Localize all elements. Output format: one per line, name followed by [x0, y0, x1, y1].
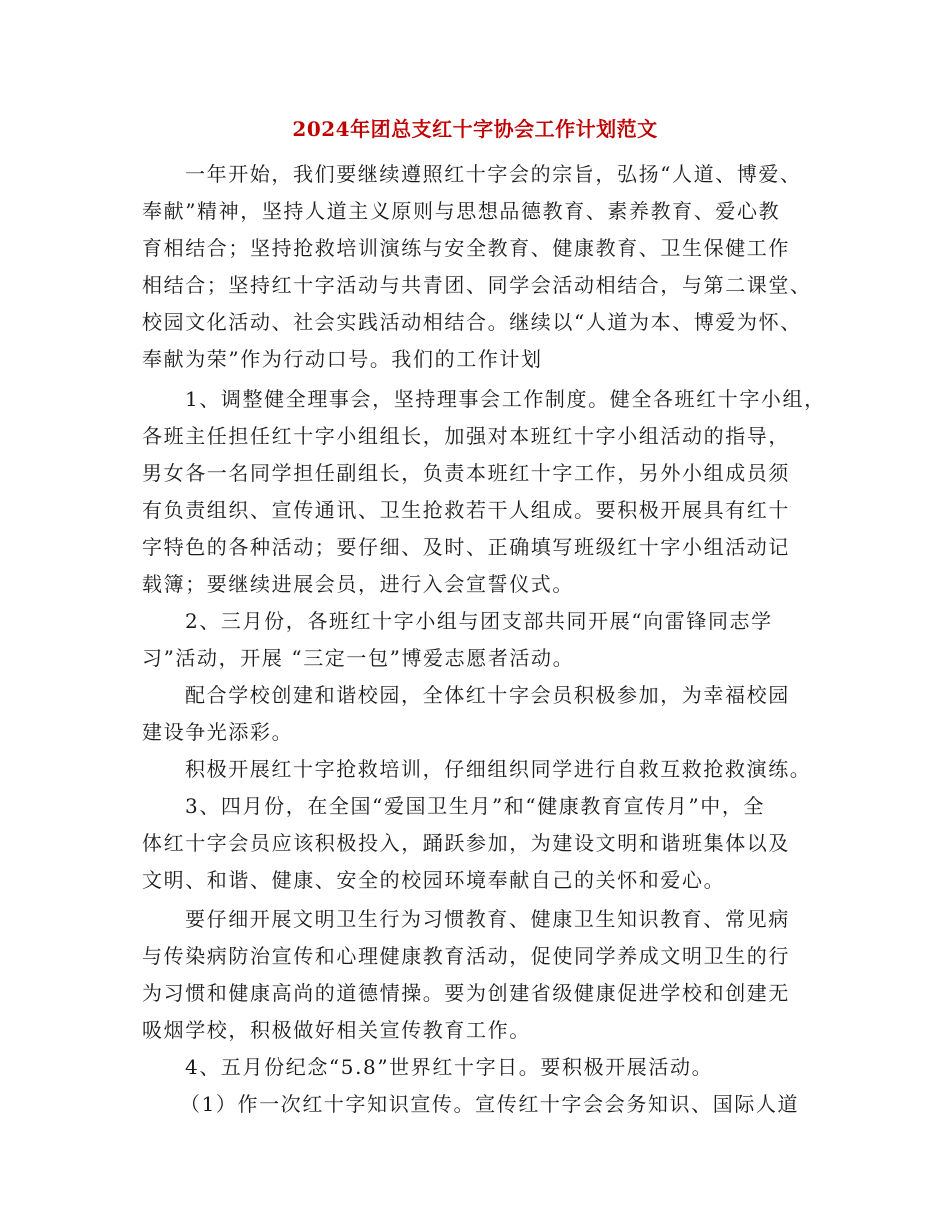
text-line: 积极开展红十字抢救培训，仔细组织同学进行自救互救抢救演练。: [185, 757, 812, 781]
text-line: 相结合；坚持红十字活动与共青团、同学会活动相结合，与第二课堂、: [142, 273, 812, 297]
text-line: 文明、和谐、健康、安全的校园环境奉献自己的关怀和爱心。: [142, 868, 726, 892]
text-line: 育相结合；坚持抢救培训演练与安全教育、健康教育、卫生保健工作: [142, 236, 790, 260]
text-line: 习”活动，开展 “三定一包”博爱志愿者活动。: [142, 646, 575, 670]
document-title: 2024年团总支红十字协会工作计划范文: [292, 117, 658, 141]
text-line: 2、三月份，各班红十字小组与团支部共同开展“向雷锋同志学: [185, 609, 773, 633]
text-line: 吸烟学校，积极做好相关宣传教育工作。: [142, 1018, 531, 1042]
text-line: 要仔细开展文明卫生行为习惯教育、健康卫生知识教育、常见病: [185, 907, 790, 931]
text-line: 建设争光添彩。: [142, 720, 294, 744]
text-line: 载簿；要继续进展会员，进行入会宣誓仪式。: [142, 572, 574, 596]
text-line: 各班主任担任红十字小组组长，加强对本班红十字小组活动的指导，: [142, 424, 790, 448]
text-line: 3、四月份，在全国“爱国卫生月”和“健康教育宣传月”中，全: [185, 794, 766, 818]
text-line: 奉献”精神，坚持人道主义原则与思想品德教育、素养教育、爱心教: [142, 199, 781, 223]
text-line: 体红十字会员应该积极投入，踊跃参加，为建设文明和谐班集体以及: [142, 831, 790, 855]
text-line: 有负责组织、宣传通讯、卫生抢救若干人组成。要积极开展具有红十: [142, 498, 790, 522]
text-line: 一年开始，我们要继续遵照红十字会的宗旨，弘扬“人道、博爱、: [185, 162, 802, 186]
text-line: 校园文化活动、社会实践活动相结合。继续以“人道为本、博爱为怀、: [142, 310, 802, 334]
text-line: 4、五月份纪念“5.8”世界红十字日。要积极开展活动。: [185, 1055, 714, 1079]
text-line: 字特色的各种活动；要仔细、及时、正确填写班级红十字小组活动记: [142, 535, 790, 559]
text-line: 为习惯和健康高尚的道德情操。要为创建省级健康促进学校和创建无: [142, 981, 790, 1005]
text-line: 奉献为荣”作为行动口号。我们的工作计划: [142, 347, 543, 371]
text-line: 配合学校创建和谐校园，全体红十字会员积极参加，为幸福校园: [185, 683, 790, 707]
text-line: （1）作一次红十字知识宣传。宣传红十字会会务知识、国际人道: [180, 1092, 800, 1116]
text-line: 1、调整健全理事会，坚持理事会工作制度。健全各班红十字小组，: [185, 387, 826, 411]
text-line: 与传染病防治宣传和心理健康教育活动，促使同学养成文明卫生的行: [142, 944, 790, 968]
text-line: 男女各一名同学担任副组长，负责本班红十字工作，另外小组成员须: [142, 461, 790, 485]
